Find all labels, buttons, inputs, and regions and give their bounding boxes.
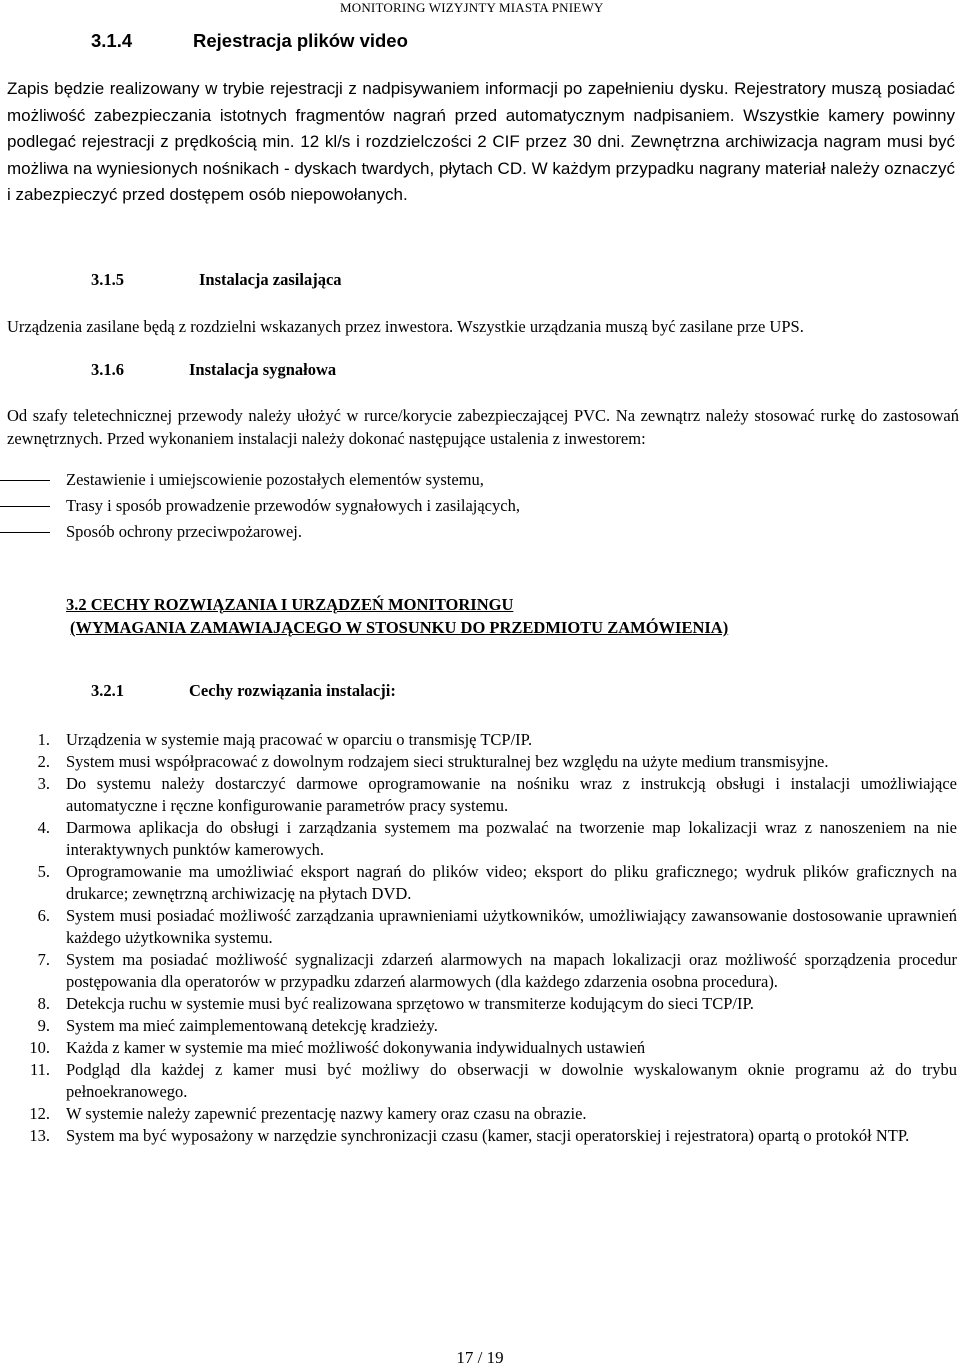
list-item: 11. Podgląd dla każdej z kamer musi być możliwy do obserwacji w dowolnie wyskalowanym oknie programu aż do trybu pełnoekranowego.	[29, 1060, 957, 1101]
requirements-list	[0, 729, 957, 1147]
list-item: Trasy i sposób prowadzenie przewodów sygnałowych i zasilających,	[0, 495, 950, 521]
section-number: 3.1.4	[91, 30, 133, 51]
paragraph-power: Urządzenia zasilane będą z rozdzielni wskazanych przez inwestora. Wszystkie urządzania muszą być zasilane prze UPS.	[7, 317, 804, 336]
section-title-line-2: (WYMAGANIA ZAMAWIAJĄCEGO W STOSUNKU DO PRZEDMIOTU ZAMÓWIENIA)	[70, 618, 729, 637]
list-item: 7. System ma posiadać możliwość sygnalizacji zdarzeń alarmowych na mapach lokalizacji oraz możliwość sporządzenia procedur postępowania dla operatorów w przypadku zdarzeń alarmowych (dla każdego zdarzenia osobna procedura).	[37, 950, 957, 991]
dash-icon	[0, 532, 50, 533]
dash-icon	[0, 506, 50, 507]
section-heading-3-1-5	[91, 270, 342, 290]
section-title: Instalacja sygnałowa	[189, 360, 337, 379]
section-heading-3-2-1	[91, 681, 396, 701]
list-item: 8. Detekcja ruchu w systemie musi być realizowana sprzętowo w transmiterze kodującym do sieci TCP/IP.	[37, 994, 754, 1013]
list-item: 2. System musi współpracować z dowolnym rodzajem sieci strukturalnej bez względu na użyte medium transmisyjne.	[37, 752, 829, 771]
list-item: Zestawienie i umiejscowienie pozostałych elementów systemu,	[0, 469, 950, 495]
section-number: 3.1.6	[91, 360, 124, 379]
list-item: 4. Darmowa aplikacja do obsługi i zarządzania systemem ma pozwalać na tworzenie map lokalizacji wraz z nanoszeniem na nie interaktywnych punktów kamerowych.	[37, 818, 957, 859]
paragraph-recording: Zapis będzie realizowany w trybie rejestracji z nadpisywaniem informacji po zapełnieniu dysku. Rejestratory muszą posiadać możliwość zabezpieczania istotnych fragmentów nagrań przed automatycznym nadpisaniem. Wszystkie kamery powinny podlegać rejestracji z prędkością min. 12 kl/s i rozdzielczości 2 CIF przez 30 dni. Zewnętrzna archiwizacja nagram musi być możliwa na wyniesionych nośnikach - dyskach twardych, płytach CD. W każdym przypadku nagrany materiał należy oznaczyć i zabezpieczyć przed dostępem osób niepowołanych.	[7, 79, 955, 204]
dash-icon	[0, 480, 50, 481]
list-item: 3. Do systemu należy dostarczyć darmowe oprogramowanie na nośniku wraz z instrukcją obsługi i instalacji umożliwiające automatyczne i ręczne konfigurowanie parametrów pracy systemu.	[37, 774, 957, 815]
dash-list	[0, 469, 950, 547]
list-item: 10. Każda z kamer w systemie ma mieć możliwość dokonywania indywidualnych ustawień	[29, 1038, 646, 1057]
list-item: 6. System musi posiadać możliwość zarządzania uprawnieniami użytkowników, umożliwiający zawansowanie dostosowanie uprawnień każdego użytkownika systemu.	[37, 906, 957, 947]
list-item: 9. System ma mieć zaimplementowaną detekcję kradzieży.	[37, 1016, 438, 1035]
section-heading-3-1-4	[91, 30, 408, 52]
section-number: 3.2.1	[91, 681, 124, 700]
list-item: Sposób ochrony przeciwpożarowej.	[0, 521, 950, 547]
section-number: 3.1.5	[91, 270, 124, 289]
section-title: Cechy rozwiązania instalacji:	[189, 681, 396, 700]
section-heading-3-2	[66, 593, 728, 639]
section-title-line-1: 3.2 CECHY ROZWIĄZANIA I URZĄDZEŃ MONITORINGU	[66, 595, 514, 614]
list-item: 13. System ma być wyposażony w narzędzie synchronizacji czasu (kamer, stacji operatorskiej i rejestratora) opartą o protokół NTP.	[29, 1126, 910, 1145]
section-title: Instalacja zasilająca	[199, 270, 342, 289]
section-heading-3-1-6	[91, 360, 336, 380]
list-item: 12. W systemie należy zapewnić prezentację nazwy kamery oraz czasu na obrazie.	[29, 1104, 587, 1123]
paragraph-signal: Od szafy teletechnicznej przewody należy ułożyć w rurce/korycie zabezpieczającej PVC. Na zewnątrz należy stosować rurkę do zastosowań zewnętrznych. Przed wykonaniem instalacji należy dokonać następujące ustalenia z inwestorem:	[7, 406, 959, 448]
running-header: MONITORING WIZYJNTY MIASTA PNIEWY	[340, 0, 604, 15]
page-number: 17 / 19	[456, 1348, 504, 1367]
list-item: 5. Oprogramowanie ma umożliwiać eksport nagrań do plików video; eksport do pliku graficznego; wydruk plików graficznych na drukarce; zewnętrzną archiwizację na płytach DVD.	[37, 862, 957, 903]
list-item: 1. Urządzenia w systemie mają pracować w oparciu o transmisję TCP/IP.	[37, 730, 533, 749]
section-title: Rejestracja plików video	[193, 30, 408, 51]
